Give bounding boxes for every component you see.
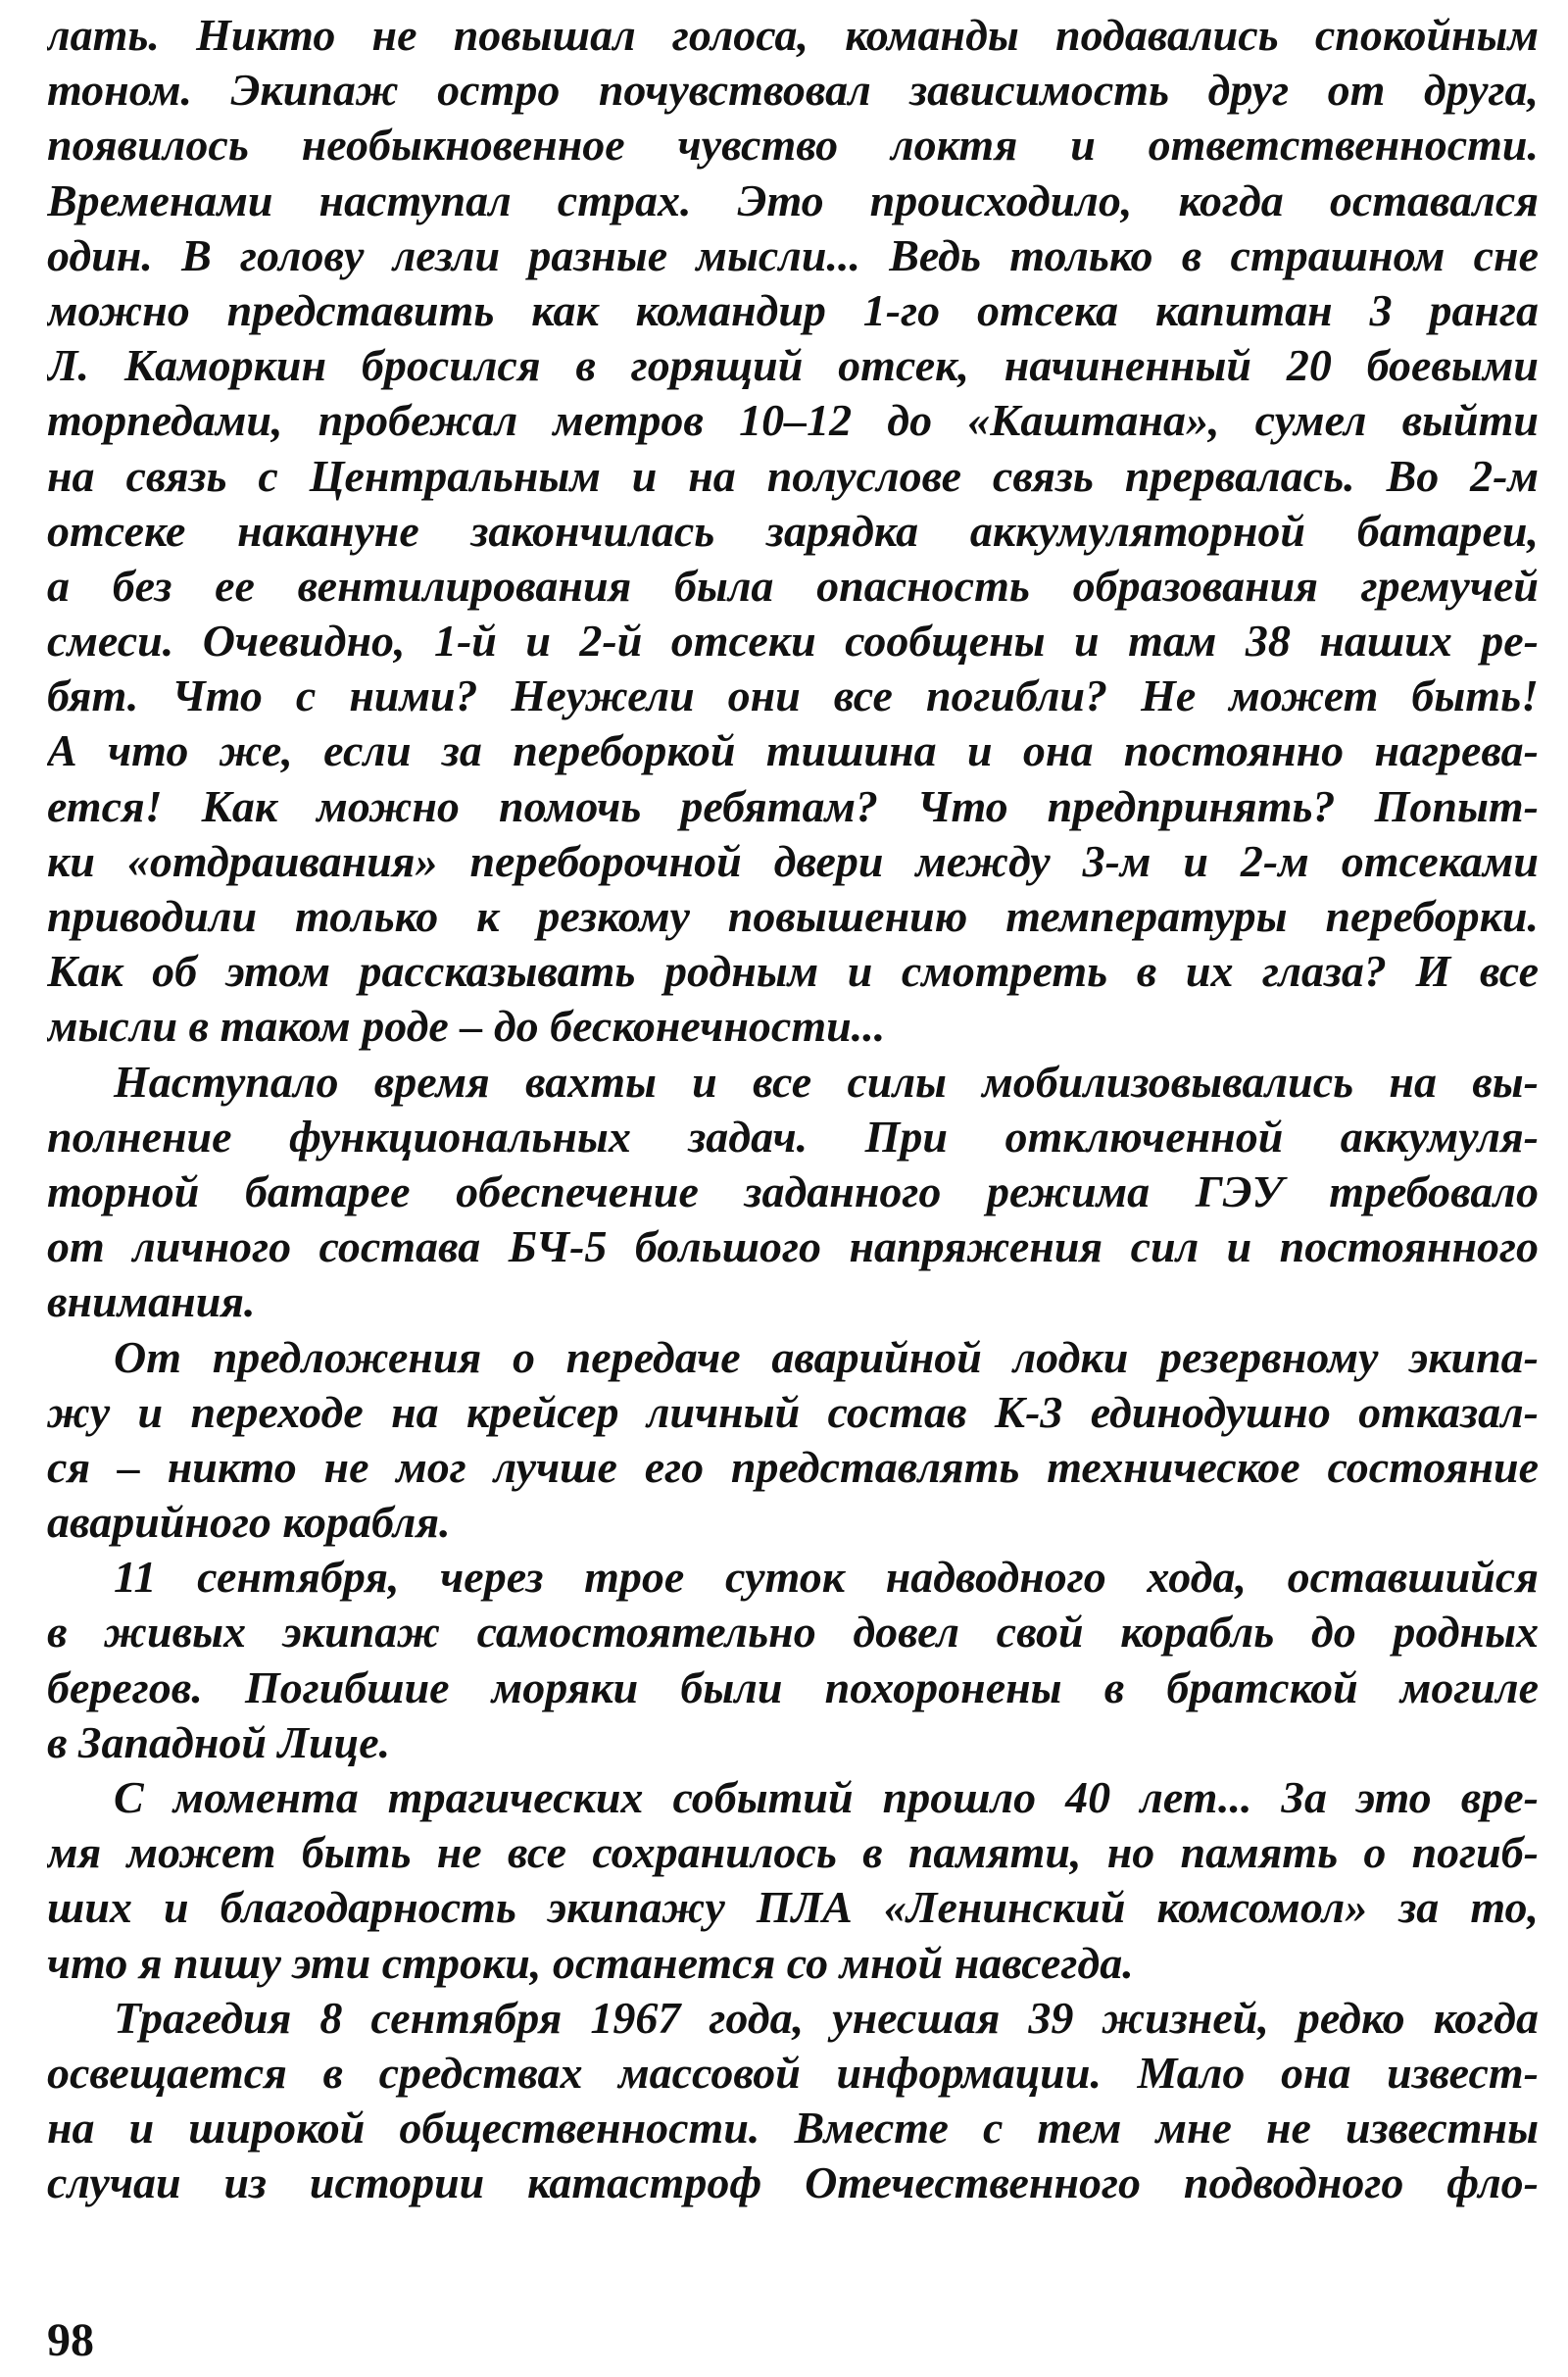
- text-line: освещается в средствах массовой информации. Мало она извест-: [47, 2047, 1539, 2098]
- text-line: ших и благодарность экипажу ПЛА «Ленинский комсомол» за то,: [47, 1882, 1539, 1933]
- text-line: полнение функциональных задач. При отключенной аккумуля-: [47, 1111, 1539, 1162]
- text-line: один. В голову лезли разные мысли... Ведь только в страшном сне: [47, 229, 1539, 280]
- text-line: С момента трагических событий прошло 40 лет... За это вре-: [114, 1772, 1539, 1822]
- text-line: берегов. Погибшие моряки были похоронены в братской могиле: [47, 1661, 1539, 1712]
- text-line: 11 сентября, через трое суток надводного хода, оставшийся: [114, 1552, 1539, 1603]
- text-line: жу и переходе на крейсер личный состав К-3 единодушно отказал-: [47, 1386, 1539, 1437]
- text-line: Наступало время вахты и все силы мобилизовывались на вы-: [114, 1056, 1539, 1107]
- text-line: А что же, если за переборкой тишина и она постоянно нагрева-: [47, 725, 1539, 776]
- text-line: мя может быть не все сохранилось в памяти, но память о погиб-: [47, 1827, 1539, 1878]
- text-line: Как об этом рассказывать родным и смотреть в их глаза? И все: [47, 946, 1539, 997]
- text-line: от личного состава БЧ-5 большого напряжения сил и постоянного: [47, 1221, 1539, 1272]
- paragraph: [47, 1770, 1539, 1991]
- page-body: [47, 8, 1539, 2211]
- paragraph: [47, 1055, 1539, 1330]
- text-line: ся – никто не мог лучше его представлять техническое состояние: [47, 1441, 1539, 1492]
- text-line: ется! Как можно помочь ребятам? Что предпринять? Попыт-: [47, 780, 1539, 831]
- text-line: Л. Каморкин бросился в горящий отсек, начиненный 20 боевыми: [47, 340, 1539, 391]
- text-line: тоном. Экипаж остро почувствовал зависимость друг от друга,: [47, 65, 1539, 116]
- paragraph: [47, 8, 1539, 1055]
- text-line: в Западной Лице.: [47, 1716, 391, 1767]
- text-line: отсеке накануне закончилась зарядка аккумуляторной батареи,: [47, 505, 1539, 556]
- text-line: на связь с Центральным и на полуслове связь прервалась. Во 2-м: [47, 450, 1539, 501]
- text-line: Трагедия 8 сентября 1967 года, унесшая 39 жизней, редко когда: [114, 1992, 1539, 2043]
- text-line: а без ее вентилирования была опасность образования гремучей: [47, 560, 1539, 611]
- text-line: Временами наступал страх. Это происходило, когда оставался: [47, 174, 1539, 225]
- page-number: 98: [47, 2314, 94, 2366]
- text-line: От предложения о передаче аварийной лодки резервному экипа-: [114, 1331, 1539, 1382]
- text-line: смеси. Очевидно, 1-й и 2-й отсеки сообщены и там 38 наших ре-: [47, 616, 1539, 667]
- text-line: появилось необыкновенное чувство локтя и ответственности.: [47, 120, 1539, 171]
- text-line: в живых экипаж самостоятельно довел свой корабль до родных: [47, 1607, 1539, 1658]
- paragraph: [47, 1550, 1539, 1770]
- text-line: ки «отдраивания» переборочной двери между 3-м и 2-м отсеками: [47, 835, 1539, 886]
- text-line: лать. Никто не повышал голоса, команды подавались спокойным: [47, 10, 1539, 60]
- text-line: мысли в таком роде – до бесконечности...: [47, 1001, 886, 1052]
- text-line: аварийного корабля.: [47, 1497, 451, 1548]
- paragraph: [47, 1991, 1539, 2211]
- paragraph: [47, 1330, 1539, 1551]
- text-line: приводили только к резкому повышению температуры переборки.: [47, 891, 1539, 941]
- text-line: что я пишу эти строки, останется со мной навсегда.: [47, 1937, 1134, 1988]
- text-line: торной батарее обеспечение заданного режима ГЭУ требовало: [47, 1165, 1539, 1216]
- text-line: случаи из истории катастроф Отечественного подводного фло-: [47, 2157, 1539, 2208]
- text-line: торпедами, пробежал метров 10–12 до «Каштана», сумел выйти: [47, 395, 1539, 446]
- text-line: на и широкой общественности. Вместе с тем мне не известны: [47, 2103, 1539, 2154]
- text-line: можно представить как командир 1-го отсека капитан 3 ранга: [47, 284, 1539, 335]
- text-line: внимания.: [47, 1276, 256, 1327]
- text-line: бят. Что с ними? Неужели они все погибли? Не может быть!: [47, 670, 1539, 721]
